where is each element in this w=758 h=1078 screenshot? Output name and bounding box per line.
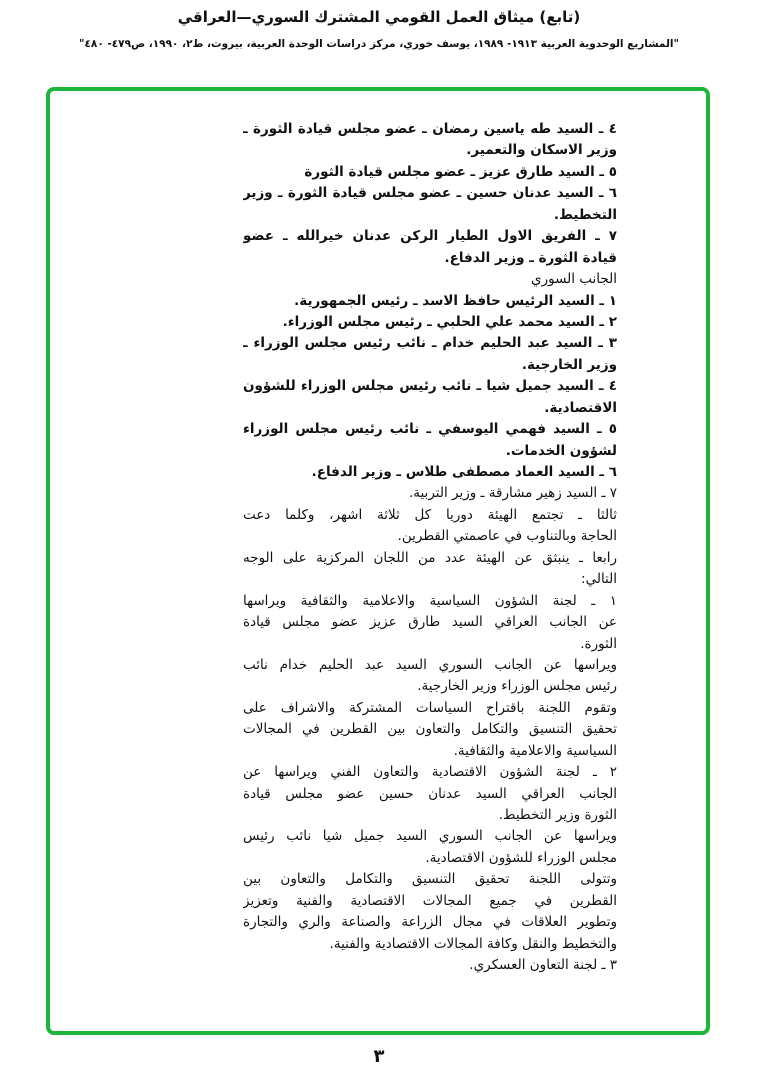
text-line: الجانب السوري [531,271,617,288]
text-line: ثالثا ـ تجتمع الهيئة دوريا كل ثلاثة اشهر، وكلما دعت [243,506,617,523]
text-line: السياسية والاعلامية والثقافية. [453,742,617,759]
text-line: ٢ ـ لجنة الشؤون الاقتصادية والتعاون الفني ويراسها عن [243,764,617,781]
text-line: الحاجة وبالتناوب في عاصمتي القطرين. [397,528,617,545]
text-line: ١ ـ لجنة الشؤون السياسية والاعلامية والثقافية ويراسها [243,592,617,609]
text-line: ويراسها عن الجانب السوري السيد جميل شيا نائب رئيس [243,828,617,845]
text-line: وتقوم اللجنة باقتراح السياسات المشتركة والاشراف على [243,699,617,716]
text-line: رئيس مجلس الوزراء وزير الخارجية. [417,678,617,695]
text-line: لشؤون الخدمات. [505,442,617,459]
text-line: ٤ ـ السيد جميل شيا ـ نائب رئيس مجلس الوزراء للشؤون [243,378,617,395]
text-line: وتتولى اللجنة تحقيق التنسيق والتكامل والتعاون بين [243,871,617,888]
text-line: وزير الخارجية. [521,356,617,373]
text-line: ٦ ـ السيد عدنان حسين ـ عضو مجلس قيادة الثورة ـ وزير [243,185,617,202]
text-line: الاقتصادية. [544,399,617,416]
page-number: ٣ [373,1046,385,1067]
source-citation: "المشاريع الوحدوية العربية ١٩١٣- ١٩٨٩، يوسف خوري، مركز دراسات الوحدة العربية، بيروت، ط٢، ١٩٩٠، ص٤٧٩- ٤٨٠" [79,38,679,50]
text-line: الجانب العراقي السيد عدنان حسين عضو مجلس قيادة [243,785,617,802]
text-line: ٤ ـ السيد طه ياسين رمضان ـ عضو مجلس قيادة الثورة ـ [243,121,617,137]
text-line: ٦ ـ السيد العماد مصطفى طلاس ـ وزير الدفاع. [311,464,617,480]
text-line: ٢ ـ السيد محمد علي الحلبي ـ رئيس مجلس الوزراء. [282,313,617,330]
text-line: ٧ ـ الفريق الاول الطيار الركن عدنان خيرالله ـ عضو [243,228,617,245]
document-body [243,119,617,977]
text-line: وزير الاسكان والتعمير. [466,142,617,159]
text-line: ٥ ـ السيد طارق عزيز ـ عضو مجلس قيادة الثورة [304,163,617,180]
text-line: رابعا ـ ينبثق عن الهيئة عدد من اللجان المركزية على الوجه [243,549,617,566]
text-line: ٧ ـ السيد زهير مشارقة ـ وزير التربية. [408,485,617,502]
text-line: ويراسها عن الجانب السوري السيد عبد الحليم خدام نائب [243,656,617,673]
text-line: القطرين في جميع المجالات الاقتصادية والفنية وتعزيز [243,892,617,909]
text-line: قيادة الثورة ـ وزير الدفاع. [444,249,617,266]
text-line: الثورة وزير التخطيط. [498,807,617,823]
text-line: وتطوير العلاقات في مجال الزراعة والصناعة والري والتجارة [243,914,617,931]
text-line: ٣ ـ السيد عبد الحليم خدام ـ نائب رئيس مجلس الوزراء ـ [243,335,617,352]
document-title: (تابع) ميثاق العمل القومي المشترك السوري—العراقي [177,8,581,26]
text-line: مجلس الوزراء للشؤون الاقتصادية. [425,849,617,866]
text-line: الثورة. [580,635,617,652]
text-line: التالي: [581,571,617,588]
text-line: ٥ ـ السيد فهمي اليوسفي ـ نائب رئيس مجلس الوزراء [243,421,617,438]
text-line: التخطيط. [553,206,617,223]
text-line: ٣ ـ لجنة التعاون العسكري. [469,957,617,974]
text-line: ١ ـ السيد الرئيس حافظ الاسد ـ رئيس الجمهورية. [294,292,617,309]
text-line: تحقيق التنسيق والتكامل والتعاون بين القطرين في المجالات [243,721,617,738]
text-line: والتخطيط والنقل وكافة المجالات الاقتصادية والفنية. [329,935,617,952]
text-line: عن الجانب العراقي السيد طارق عزيز عضو مجلس قيادة [243,614,617,631]
